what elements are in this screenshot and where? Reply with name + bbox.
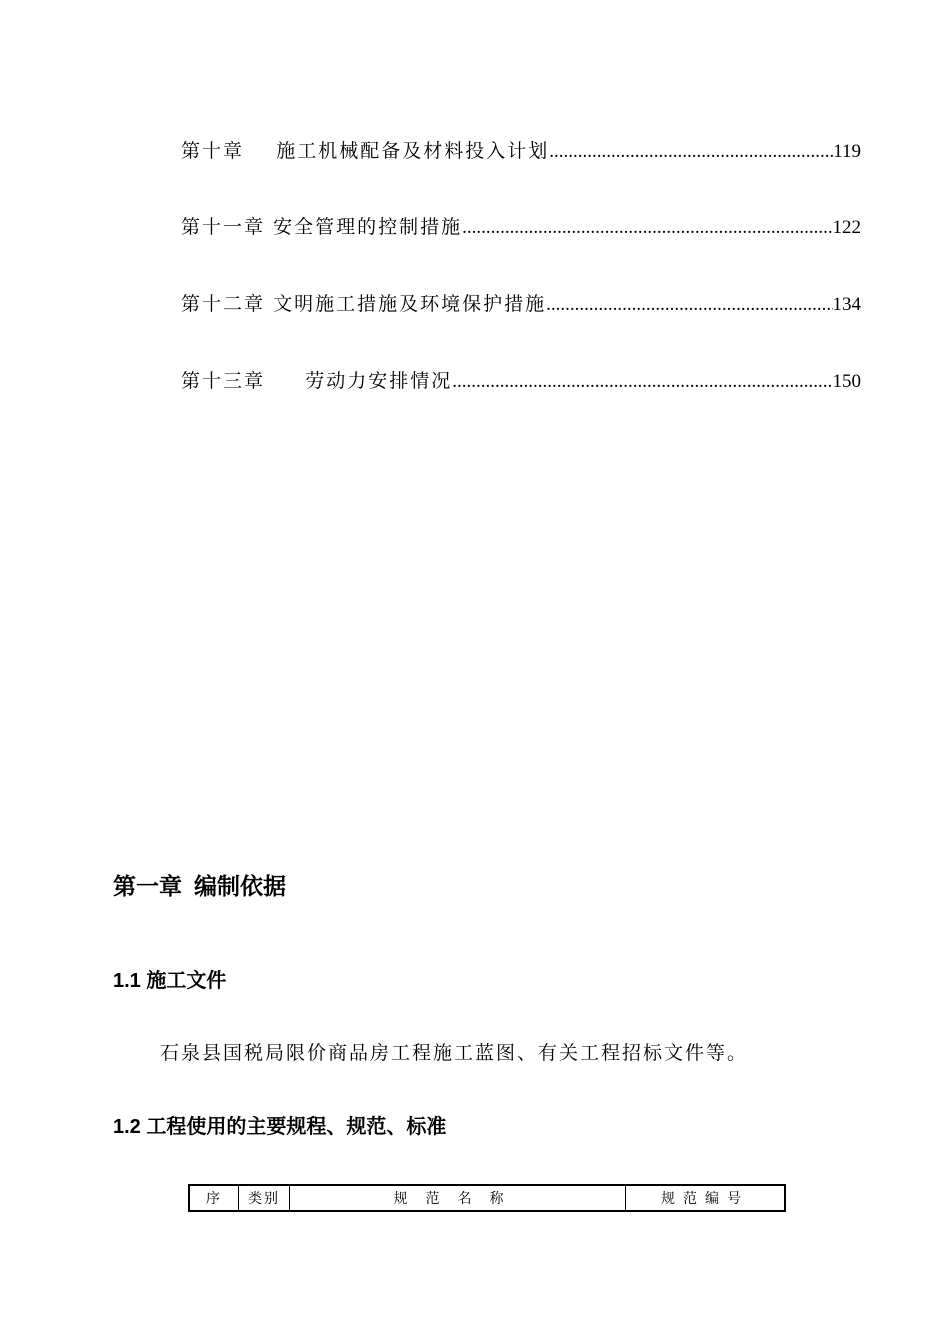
toc-chapter-title: 劳动力安排情况: [305, 370, 453, 392]
toc-page-number: 134: [832, 294, 861, 315]
toc-page-number: 119: [833, 141, 861, 162]
toc-chapter-number: 第十三章: [181, 370, 266, 392]
toc-entry[interactable]: [181, 138, 861, 165]
column-header-category: 类别: [239, 1185, 290, 1211]
toc-gap: [265, 368, 305, 394]
column-header-seq: 序: [189, 1185, 239, 1211]
toc-chapter-number: 第十一章: [181, 216, 266, 238]
toc-page-number: 150: [832, 371, 861, 392]
column-header-spec-code: 规范编号: [626, 1185, 786, 1211]
column-header-spec-name: 规范名称: [290, 1185, 626, 1211]
chapter-heading: [113, 868, 286, 901]
toc-entry[interactable]: [181, 291, 861, 318]
toc-page-number: 122: [832, 217, 861, 238]
toc-dot-leader: [546, 292, 832, 318]
chapter-heading-number: 第一章: [113, 873, 182, 899]
toc-gap: [265, 291, 273, 317]
spec-table: [188, 1184, 786, 1212]
toc-entry[interactable]: [181, 368, 861, 395]
toc-dot-leader: [549, 139, 833, 165]
toc-chapter-title: 文明施工措施及环境保护措施: [273, 293, 547, 315]
toc-chapter-number: 第十章: [181, 140, 245, 162]
chapter-heading-title: 编制依据: [194, 873, 286, 899]
toc-dot-leader: [452, 369, 832, 395]
table-header-row: [189, 1185, 785, 1211]
toc-gap: [265, 214, 273, 240]
toc-chapter-title: 施工机械配备及材料投入计划: [276, 140, 550, 162]
toc-gap: [244, 138, 276, 164]
section-heading-1-1: 1.1 施工文件: [113, 970, 227, 992]
toc-entry[interactable]: [181, 214, 861, 241]
toc-chapter-title: 安全管理的控制措施: [273, 216, 463, 238]
section-heading-1-2: 1.2 工程使用的主要规程、规范、标准: [113, 1116, 447, 1138]
section-paragraph: 石泉县国税局限价商品房工程施工蓝图、有关工程招标文件等。: [160, 1042, 749, 1064]
toc-chapter-number: 第十二章: [181, 293, 266, 315]
toc-dot-leader: [462, 215, 832, 241]
